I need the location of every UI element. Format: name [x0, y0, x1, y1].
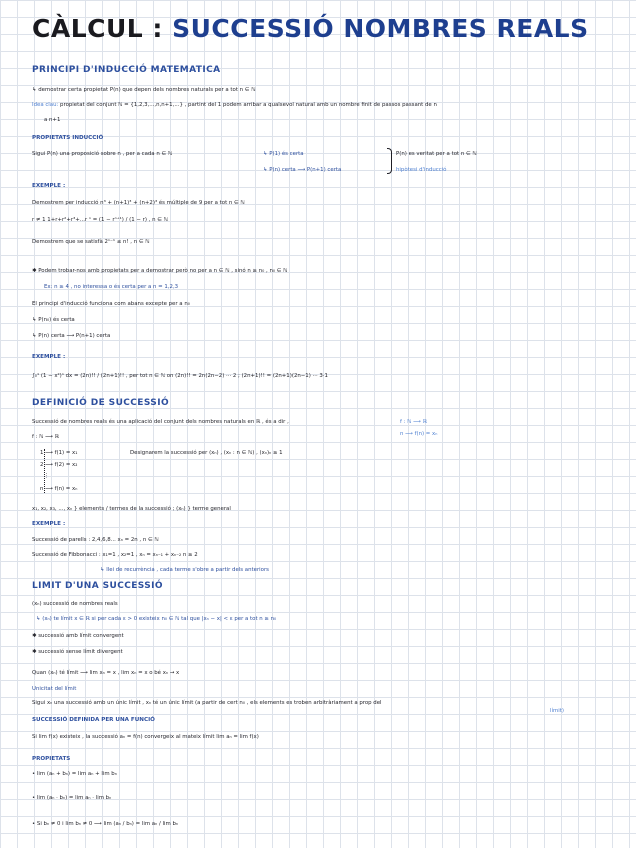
text-line: ↳ P(n) certa ⟶ P(n+1) certa — [32, 333, 111, 339]
mapping-line: n ⟶ f(n) = xₙ — [40, 486, 78, 492]
text-line: El principi d'inducció funciona com abans excepte per a n₀ — [32, 301, 190, 307]
text-line: f : ℕ ⟶ ℝ — [32, 434, 59, 440]
text-line: Sigui xₙ una successió amb un únic límit , xₙ té un únic límit (a partir de cert n₀ , els elements es troben arbitràriament a prop del — [32, 700, 382, 706]
text-line: x₁, x₂, x₃, ..., xₙ } elements / termes de la successió ; (xₙ) } terme general — [32, 506, 231, 512]
mapping-line: 2 ⟶ f(2) = x₂ — [40, 462, 78, 468]
text-line: Successió de nombres reals és una aplicació del conjunt dels nombres naturals en ℝ , és a dir , — [32, 419, 289, 425]
text-line: hipòtesi d'inducció — [396, 167, 447, 173]
title-part-2: SUCCESSIÓ NOMBRES REALS — [172, 14, 589, 43]
text-line: a n+1 — [44, 117, 61, 123]
text-line: ∫₀¹ (1 − x²)ⁿ dx = (2n)!! / (2n+1)!! , per tot n ∈ ℕ on (2n)!! = 2n(2n−2) ··· 2 ; (2n+1)!! = (2n+1)(2n−1) ··· 3·1 — [32, 373, 328, 379]
mapping-line: 1 ⟶ f(1) = x₁ — [40, 450, 78, 456]
text-line: Successió de Fibbonacci : x₁=1 , x₂=1 , xₙ = xₙ₋₁ + xₙ₋₂ n ≥ 2 — [32, 552, 198, 558]
subheading-example: EXEMPLE : — [32, 183, 66, 189]
text-line: Ex: n ≥ 4 , no interessa o és certa per a n = 1,2,3 — [44, 284, 179, 290]
text-line: Demostrem per inducció n³ + (n+1)³ + (n+2)³ és múltiple de 9 per a tot n ∈ ℕ — [32, 200, 245, 206]
page-title — [32, 14, 589, 44]
text-line: Sigui P(n) una proposició sobre n , per a cada n ∈ ℕ — [32, 151, 173, 157]
brace — [387, 148, 392, 174]
text-line: P(n) es veritat per a tot n ∈ ℕ — [396, 151, 477, 157]
text-line: Si lim f(x) existeix , la successió aₙ = f(n) convergeix al mateix límit lim aₙ = lim f(x) — [32, 734, 259, 740]
text-line: límit) — [550, 708, 564, 714]
subheading-function: SUCCESSIÓ DEFINIDA PER UNA FUNCIÓ — [32, 717, 155, 723]
section-heading-definition: DEFINICIÓ DE SUCCESSIÓ — [32, 398, 169, 408]
text-line: n ⟶ f(n) = xₙ — [400, 431, 438, 437]
text-line: ↳ (xₙ) te límit x ∈ ℝ si per cada ε > 0 existeix n₀ ∈ ℕ tal que |xₙ − x| < ε per a tot n ≥ n₀ — [36, 616, 277, 622]
text-line: • lim (aₙ · bₙ) = lim aₙ · lim bₙ — [32, 795, 112, 801]
text-line: ✱ successió amb límit convergent — [32, 633, 124, 639]
text-line: Successió de parells : 2,4,6,8... xₙ = 2n , n ∈ ℕ — [32, 537, 159, 543]
text-line: ↳ P(n₀) és certa — [32, 317, 75, 323]
text-line: Demostrem que se satisfà 2ⁿ⁻¹ ≤ n! , n ∈ ℕ — [32, 239, 150, 245]
text-line: • lim (aₙ + bₙ) = lim aₙ + lim bₙ — [32, 771, 117, 777]
text-line: ✱ successió sense límit divergent — [32, 649, 123, 655]
title-part-1: CÀLCUL : — [32, 14, 163, 43]
text-line: ✱ Podem trobar-nos amb propietats per a demostrar però no per a n ∈ ℕ , sinó n ≥ n₀ , n₀ ∈ ℕ — [32, 268, 288, 274]
subheading-example: EXEMPLE : — [32, 354, 66, 360]
key-idea-label: Idea clau: — [32, 102, 59, 108]
subheading-properties: PROPIETATS — [32, 756, 71, 762]
text-line-key-idea — [32, 101, 628, 109]
text-line: ↳ P(1) és certa — [263, 151, 304, 157]
subheading-uniqueness: Unicitat del límit — [32, 686, 77, 692]
mapping-dots: ⋮ — [44, 473, 50, 479]
section-heading-limit: LIMIT D'UNA SUCCESSIÓ — [32, 581, 163, 591]
subheading-properties: PROPIETATS INDUCCIÓ — [32, 135, 104, 141]
subheading-example: EXEMPLE : — [32, 521, 66, 527]
text-line: Quan (xₙ) té límit ⟶ lim xₙ = x , lim xₙ = x o bé xₙ → x — [32, 670, 180, 676]
text-line: • Si bₙ ≠ 0 i lim bₙ ≠ 0 ⟶ lim (aₙ / bₙ) = lim aₙ / lim bₙ — [32, 821, 179, 827]
text-line: r ≠ 1 1+r+r²+r³+...r ⁿ = (1 − rⁿ⁺¹) / (1 − r) , n ∈ ℕ — [32, 217, 168, 223]
section-heading-induction: PRINCIPI D'INDUCCIÓ MATEMATICA — [32, 65, 221, 75]
text-line: ↳ demostrar certa propietat P(n) que depen dels nombres naturals per a tot n ∈ ℕ — [32, 87, 256, 93]
text-line: (xₙ) successió de nombres reals — [32, 601, 118, 607]
key-idea-text: propietat del conjunt ℕ = {1,2,3,...,n,n+1,...} , partint del 1 podem arribar a qualsevol natural amb un nombre finit de passos passant de n — [58, 102, 437, 108]
text-line: f : ℕ ⟶ ℝ — [400, 419, 427, 425]
text-line: ↳ llei de recurrència , cada terme s'obre a partir dels anteriors — [100, 567, 269, 573]
text-line: Designarem la successió per (xₙ) , (xₙ : n ∈ ℕ) , (xₙ)ₙ ≥ 1 — [130, 450, 283, 456]
text-line: ↳ P(n) certa ⟶ P(n+1) certa — [263, 167, 342, 173]
